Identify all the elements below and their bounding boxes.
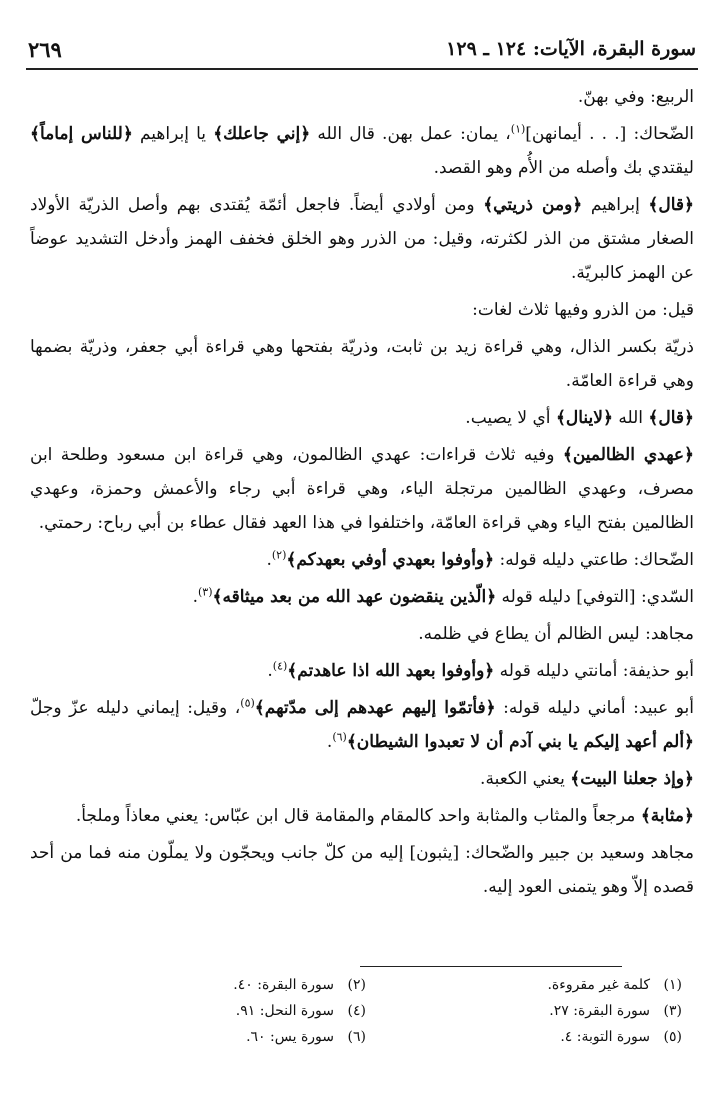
paragraph (30, 80, 694, 114)
quran-quote: ﴿قال﴾ (648, 408, 694, 428)
footnote-number: (١) (663, 977, 682, 993)
text-run: . (267, 661, 273, 681)
quran-quote: ﴿إني جاعلك﴾ (213, 124, 311, 144)
quran-quote: ﴿قال﴾ (648, 195, 694, 215)
footnote-ref: (٥) (240, 696, 255, 710)
paragraph (30, 691, 694, 759)
text-run: الضّحاك: [. . . أيمانهن] (525, 124, 694, 144)
text-run: إبراهيم (582, 195, 649, 215)
quran-quote: ﴿وإذ جعلنا البيت﴾ (570, 769, 694, 789)
text-run: الله (612, 408, 649, 428)
text-run: مجاهد: ليس الظالم أن يطاع في ظلمه. (418, 624, 694, 644)
footnote-ref: (١) (510, 122, 526, 136)
footnote-number: (٤) (347, 1003, 366, 1019)
footnote-text: سورة التوبة: ٤. (560, 1029, 650, 1045)
footnote (396, 1000, 682, 1022)
footnote-number: (٦) (347, 1029, 366, 1045)
footnote-text: سورة النحل: ٩١. (235, 1003, 334, 1019)
paragraph (30, 401, 694, 435)
text-run: ومن أولادي أيضاً. فاجعل أئمّة يُقتدى بهم وأصل الذريّة الأولاد الصغار مشتق من الذر لكثرته، وقيل: من الذرر وهو الخلق فخفف الهمز وأدخل التشديد عوضاً عن الهمز كالبريّة. (30, 195, 694, 283)
footnote-text: سورة البقرة: ٢٧. (549, 1003, 650, 1019)
quran-quote: ﴿وأوفوا بعهدي أوفي بعهدكم﴾ (286, 550, 495, 570)
text-run: . (326, 732, 333, 752)
text-run: مرجعاً والمثاب والمثابة واحد كالمقام والمقامة قال ابن عبّاس: يعني معاذاً وملجأ. (75, 806, 641, 826)
quran-quote: ﴿مثابة﴾ (640, 806, 694, 826)
quran-quote: ﴿وأوفوا بعهد الله اذا عاهدتم﴾ (287, 661, 495, 681)
paragraph (30, 836, 694, 904)
quran-quote: ﴿ومن ذريتي﴾ (483, 195, 583, 215)
paragraph (30, 617, 694, 651)
quran-quote: ﴿عهدي الظالمين﴾ (562, 445, 695, 465)
paragraph (30, 117, 694, 185)
paragraph (30, 188, 694, 290)
quran-quote: ﴿لاينال﴾ (555, 408, 613, 428)
text-run: ، وقيل: إيماني دليله عزّ وجلّ (30, 698, 241, 718)
footnotes (80, 974, 682, 1048)
paragraph (30, 654, 694, 688)
paragraph (30, 438, 694, 540)
text-run: قيل: من الذرو وفيها ثلاث لغات: (472, 300, 694, 320)
quran-quote: ﴿للناس إماماً﴾ (30, 124, 133, 144)
footnote (396, 974, 682, 996)
footnote-text: سورة البقرة: ٤٠. (233, 977, 334, 993)
text-run: ذريّة بكسر الذال، وهي قراءة زيد بن ثابت، وذريّة بفتحها وهي قراءة أبي جعفر، وذريّة بضمها وهي قراءة العامّة. (30, 337, 694, 391)
text-run: . (266, 550, 272, 570)
footnote-ref: (٤) (272, 659, 288, 673)
paragraph (30, 293, 694, 327)
footnote-text: سورة يس: ٦٠. (246, 1029, 334, 1045)
text-run: أي لا يصيب. (465, 408, 556, 428)
text-run: السّدي: [التوفي] دليله قوله (496, 587, 694, 607)
footnote (396, 1026, 682, 1048)
text-run: . (192, 587, 198, 607)
footnote-ref: (٣) (198, 585, 213, 599)
page-title: سورة البقرة، الآيات: ١٢٤ ـ ١٢٩ (446, 38, 696, 60)
paragraph (30, 580, 694, 614)
main-text (30, 80, 694, 907)
footnote-number: (٣) (663, 1003, 682, 1019)
paragraph (30, 543, 694, 577)
footnote-ref: (٢) (271, 548, 287, 562)
paragraph (30, 330, 694, 398)
quran-quote: ﴿فأتمّوا إليهم عهدهم إلى مدّتهم﴾ (254, 698, 496, 718)
text-run: الربيع: وفي بهنّ. (577, 87, 694, 107)
footnote (80, 1000, 366, 1022)
text-run: وفيه ثلاث قراءات: عهدي الظالمون، وهي قراءة ابن مسعود وطلحة ابن مصرف، وعهدي الظالمين مرتجلة الياء، وهي قراءة أبي رجاء والأعمش وحمزة، وعهدي الظالمين بفتح الياء وهي قراءة العامّة، واختلفوا في هذا العهد فقال عطاء بن أبي رباح: رحمتي. (30, 445, 694, 533)
quran-quote: ﴿الّذين ينقضون عهد الله من بعد ميثاقه﴾ (212, 587, 497, 607)
header-rule (26, 68, 698, 70)
footnote (80, 974, 366, 996)
text-run: أبو عبيد: أماني دليله قوله: (495, 698, 694, 718)
footnote-number: (٥) (663, 1029, 682, 1045)
text-run: أبو حذيفة: أمانتي دليله قوله (494, 661, 694, 681)
text-run: الضّحاك: طاعتي دليله قوله: (494, 550, 694, 570)
text-run: ، يمان: عمل بهن. قال الله (310, 124, 511, 144)
text-run: ليقتدي بك وأصله من الأُم وهو القصد. (433, 158, 694, 178)
footnote-rule (360, 966, 622, 967)
footnote (80, 1026, 366, 1048)
paragraph (30, 762, 694, 796)
text-run: يا إبراهيم (132, 124, 214, 144)
page-header (28, 34, 696, 64)
page-number: ٢٦٩ (28, 36, 62, 62)
text-run: يعني الكعبة. (480, 769, 571, 789)
text-run: مجاهد وسعيد بن جبير والضّحاك: [يثبون] إليه من كلّ جانب ويحجّون ولا يملّون منه فما من أحد قصده إلاّ وهو يتمنى العود إليه. (30, 843, 694, 897)
footnote-ref: (٦) (332, 730, 347, 744)
footnote-number: (٢) (347, 977, 366, 993)
paragraph (30, 799, 694, 833)
quran-quote: ﴿ألم أعهد إليكم يا بني آدم أن لا تعبدوا الشيطان﴾ (346, 732, 694, 752)
footnote-text: كلمة غير مقروءة. (547, 977, 650, 993)
